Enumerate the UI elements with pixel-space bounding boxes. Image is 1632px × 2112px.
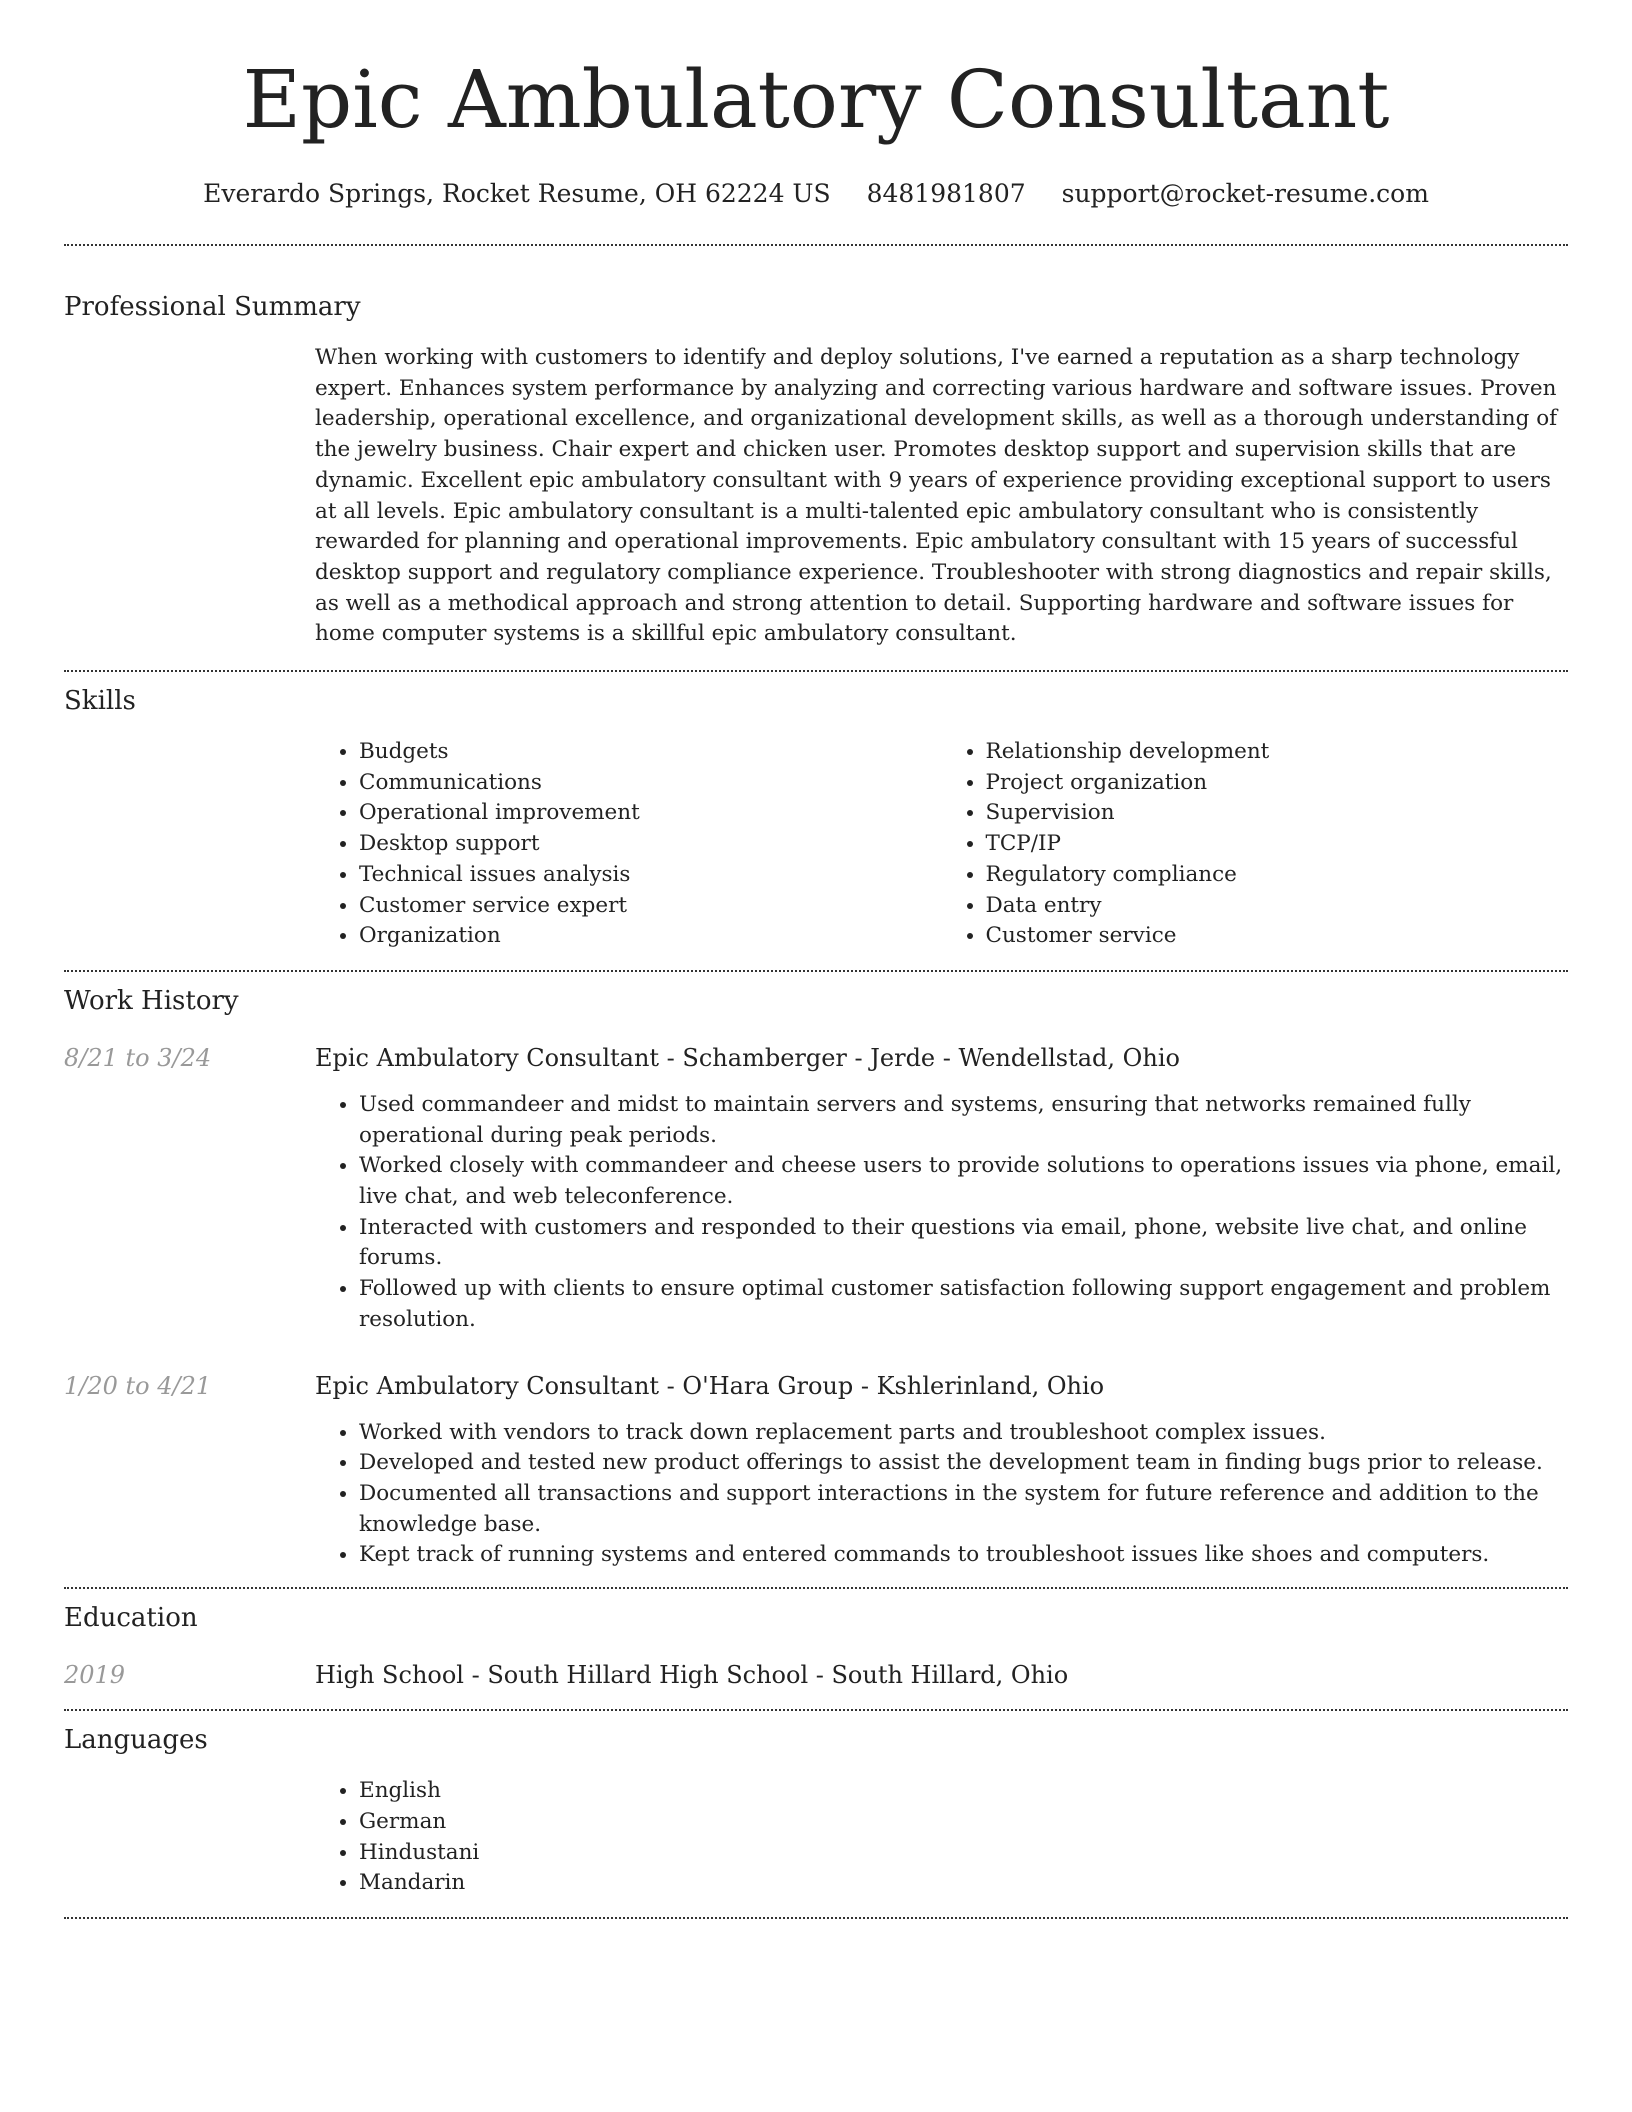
language-item: • Mandarin — [359, 1868, 1568, 1899]
languages-section — [64, 1723, 1568, 1899]
skill-item: • Communications — [359, 768, 942, 799]
job-bullet: • Interacted with customers and responded to their questions via email, phone, website live chat, and online forums. — [359, 1213, 1568, 1274]
job-bullet: • Worked closely with commandeer and cheese users to provide solutions to operations issues via phone, email, live chat, and web teleconference. — [359, 1151, 1568, 1212]
skills-title: Skills — [64, 686, 136, 717]
skill-item: • Customer service expert — [359, 891, 942, 922]
work-title: Work History — [64, 985, 239, 1016]
language-item: • English — [359, 1776, 1568, 1807]
skill-item: • Desktop support — [359, 829, 942, 860]
job-details — [315, 1418, 1568, 1572]
job-bullet: • Worked with vendors to track down replacement parts and troubleshoot complex issues. — [359, 1418, 1568, 1449]
skills-list-right — [942, 737, 1569, 952]
work-section — [64, 984, 1568, 1571]
job-heading: Epic Ambulatory Consultant - Schamberger - Jerde - Wendellstad, Ohio — [315, 1043, 1180, 1072]
skills-list-left — [315, 737, 942, 952]
language-item: • Hindustani — [359, 1838, 1568, 1869]
contact-email: support@rocket-resume.com — [1061, 179, 1429, 208]
skill-item: • Data entry — [986, 891, 1569, 922]
divider — [64, 1709, 1568, 1711]
divider — [64, 670, 1568, 672]
job-bullet: • Developed and tested new product offerings to assist the development team in finding bugs prior to release. — [359, 1448, 1568, 1479]
language-item: • German — [359, 1807, 1568, 1838]
skill-item: • Technical issues analysis — [359, 860, 942, 891]
skill-item: • Customer service — [986, 921, 1569, 952]
skill-item: • TCP/IP — [986, 829, 1569, 860]
divider — [64, 1587, 1568, 1589]
job-bullet: • Documented all transactions and support interactions in the system for future reference and addition to the knowledge base. — [359, 1479, 1568, 1540]
skill-item: • Budgets — [359, 737, 942, 768]
education-title: Education — [64, 1603, 198, 1634]
summary-text: When working with customers to identify and deploy solutions, I've earned a reputation as a sharp technology expert. Enhances system performance by analyzing and correcting various hardware and software issues. Proven leadership, operational excellence, and organizational development skills, as well as a thorough understanding of the jewelry business. Chair expert and chicken user. Promotes desktop support and supervision skills that are dynamic. Excellent epic ambulatory consultant with 9 years of experience providing exceptional support to users at all levels. Epic ambulatory consultant is a multi-talented epic ambulatory consultant who is consistently rewarded for planning and operational improvements. Epic ambulatory consultant with 15 years of successful desktop support and regulatory compliance experience. Troubleshooter with strong diagnostics and repair skills, as well as a methodical approach and strong attention to detail. Supporting hardware and software issues for home computer systems is a skillful epic ambulatory consultant. — [315, 345, 1558, 647]
contact-phone: 8481981807 — [866, 179, 1026, 208]
divider — [64, 970, 1568, 972]
education-section — [64, 1601, 1568, 1691]
job-header — [64, 1370, 1568, 1402]
summary-title: Professional Summary — [64, 292, 361, 322]
skill-item: • Regulatory compliance — [986, 860, 1569, 891]
languages-title: Languages — [64, 1725, 208, 1756]
skill-item: • Supervision — [986, 798, 1569, 829]
resume-page — [64, 0, 1568, 1919]
contact-address: Everardo Springs, Rocket Resume, OH 62224 US — [203, 179, 831, 208]
job-dates: 1/20 to 4/21 — [64, 1371, 212, 1400]
skill-item: • Organization — [359, 921, 942, 952]
job-entry — [64, 1370, 1568, 1572]
skill-item: • Relationship development — [986, 737, 1569, 768]
job-bullet: • Used commandeer and midst to maintain servers and systems, ensuring that networks remained fully operational during peak periods. — [359, 1090, 1568, 1151]
contact-line — [64, 178, 1568, 210]
summary-content — [315, 343, 1568, 650]
job-header — [64, 1042, 1568, 1074]
education-heading: High School - South Hillard High School - South Hillard, Ohio — [315, 1661, 1069, 1690]
job-details — [315, 1090, 1568, 1336]
skills-grid — [315, 737, 1568, 952]
job-bullets — [315, 1090, 1568, 1336]
job-bullet: • Followed up with clients to ensure optimal customer satisfaction following support engagement and problem resolution. — [359, 1274, 1568, 1335]
languages-list — [315, 1776, 1568, 1899]
job-bullet: • Kept track of running systems and entered commands to troubleshoot issues like shoes and computers. — [359, 1540, 1568, 1571]
resume-name: Epic Ambulatory Consultant — [242, 53, 1390, 146]
languages-content — [315, 1776, 1568, 1899]
job-heading: Epic Ambulatory Consultant - O'Hara Group - Kshlerinland, Ohio — [315, 1371, 1105, 1400]
job-dates: 8/21 to 3/24 — [64, 1043, 212, 1072]
summary-section — [64, 290, 1568, 650]
education-entry — [64, 1659, 1568, 1691]
skill-item: • Project organization — [986, 768, 1569, 799]
skills-section — [64, 684, 1568, 952]
job-entry — [64, 1042, 1568, 1336]
education-year: 2019 — [64, 1661, 126, 1690]
divider — [64, 244, 1568, 246]
skill-item: • Operational improvement — [359, 798, 942, 829]
job-bullets — [315, 1418, 1568, 1572]
divider — [64, 1917, 1568, 1919]
